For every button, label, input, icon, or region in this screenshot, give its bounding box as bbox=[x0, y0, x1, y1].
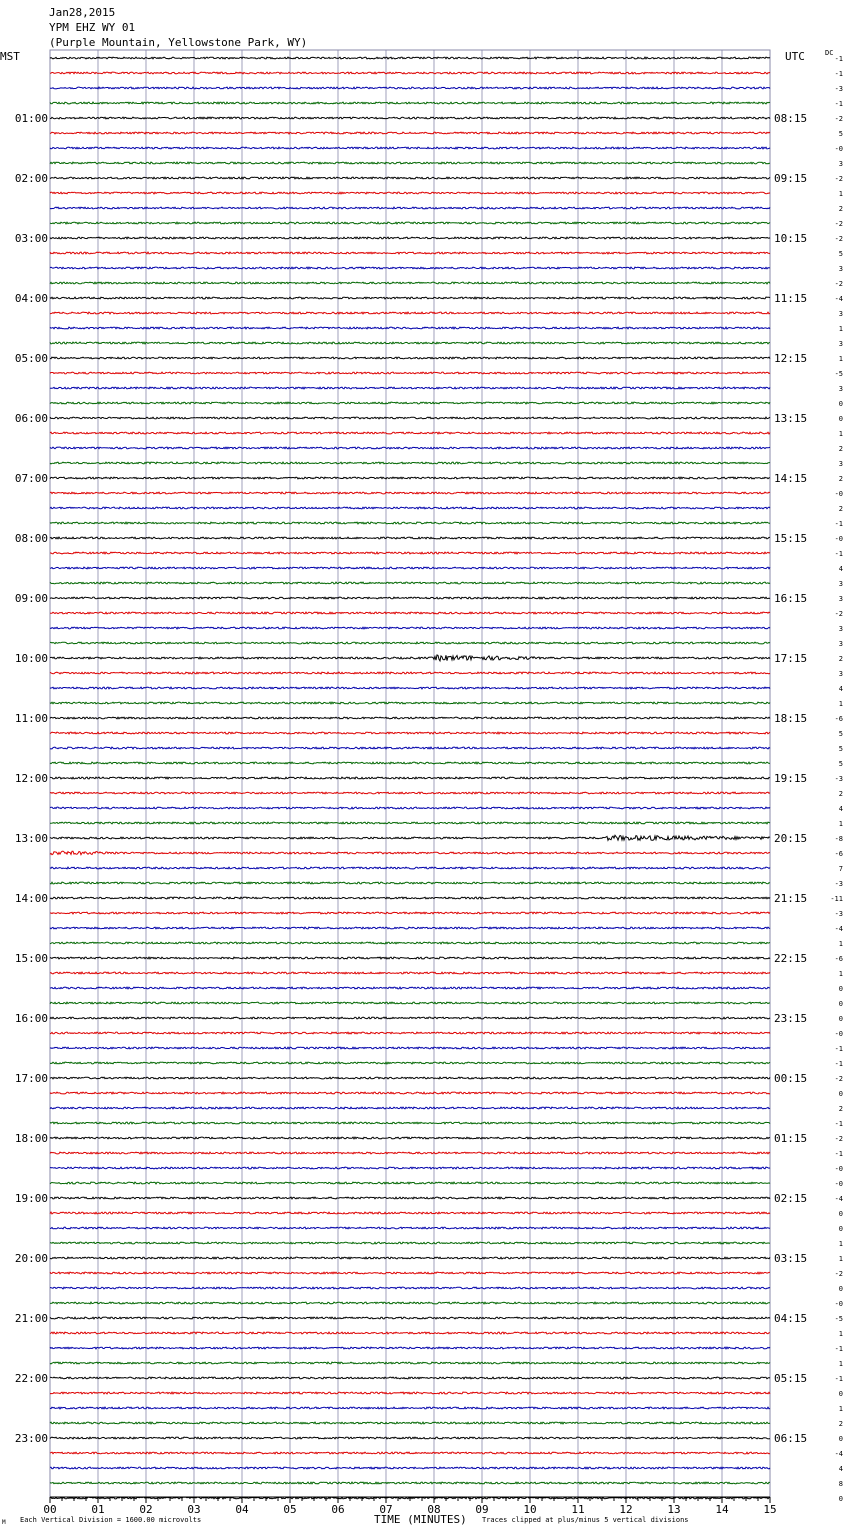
x-tick-label: 08 bbox=[427, 1503, 441, 1516]
seismic-trace bbox=[50, 147, 770, 149]
seismic-trace bbox=[50, 417, 770, 419]
dc-offset-label: -1 bbox=[834, 1120, 843, 1128]
seismic-trace bbox=[50, 822, 770, 824]
seismic-trace bbox=[50, 537, 770, 539]
dc-offset-label: 2 bbox=[838, 445, 843, 453]
seismic-trace bbox=[50, 1062, 770, 1064]
seismic-trace bbox=[50, 1362, 770, 1364]
hour-label-mst: 18:00 bbox=[14, 1132, 48, 1145]
seismic-trace bbox=[50, 1017, 770, 1019]
seismic-trace bbox=[50, 807, 770, 809]
dc-offset-label: 3 bbox=[838, 265, 843, 273]
seismic-trace bbox=[50, 1392, 770, 1394]
seismic-trace bbox=[50, 792, 770, 794]
hour-label-mst: 08:00 bbox=[14, 532, 48, 545]
dc-offset-label: 2 bbox=[838, 655, 843, 663]
seismic-trace bbox=[50, 1257, 770, 1259]
dc-offset-label: 0 bbox=[838, 1285, 843, 1293]
dc-offset-label: -0 bbox=[834, 1030, 843, 1038]
dc-offset-label: 2 bbox=[838, 505, 843, 513]
seismic-trace bbox=[50, 1302, 770, 1304]
dc-offset-label: 4 bbox=[838, 805, 843, 813]
clip-note: Traces clipped at plus/minus 5 vertical divisions bbox=[482, 1516, 689, 1524]
dc-offset-label: -2 bbox=[834, 280, 843, 288]
seismic-trace bbox=[50, 1092, 770, 1094]
hour-label-mst: 07:00 bbox=[14, 472, 48, 485]
hour-label-mst: 01:00 bbox=[14, 112, 48, 125]
seismic-trace bbox=[50, 597, 770, 599]
seismic-trace bbox=[50, 612, 770, 614]
seismic-trace bbox=[50, 327, 770, 329]
dc-offset-label: 3 bbox=[838, 160, 843, 168]
seismic-trace bbox=[50, 927, 770, 929]
plot-frame bbox=[50, 50, 770, 1497]
seismic-trace bbox=[50, 1317, 770, 1319]
seismic-trace bbox=[50, 387, 770, 389]
seismic-trace bbox=[50, 102, 770, 104]
x-tick-label: 05 bbox=[283, 1503, 297, 1516]
seismic-trace bbox=[50, 177, 770, 179]
corner-mark: M bbox=[2, 1519, 6, 1526]
hour-label-mst: 21:00 bbox=[14, 1312, 48, 1325]
hour-label-mst: 15:00 bbox=[14, 952, 48, 965]
hour-label-utc: 00:15 bbox=[774, 1072, 808, 1085]
dc-offset-label: 0 bbox=[838, 1435, 843, 1443]
dc-offset-label: 0 bbox=[838, 985, 843, 993]
seismic-trace bbox=[50, 1227, 770, 1229]
dc-offset-label: -4 bbox=[834, 295, 843, 303]
seismic-trace bbox=[50, 1242, 770, 1244]
dc-offset-label: -6 bbox=[834, 955, 843, 963]
dc-offset-label: 0 bbox=[838, 1390, 843, 1398]
label-group bbox=[15, 55, 843, 1503]
dc-offset-label: -0 bbox=[834, 1165, 843, 1173]
hour-label-utc: 13:15 bbox=[774, 412, 808, 425]
dc-offset-label: 5 bbox=[838, 760, 843, 768]
dc-offset-label: -0 bbox=[834, 490, 843, 498]
hour-label-utc: 14:15 bbox=[774, 472, 808, 485]
dc-offset-label: -1 bbox=[834, 100, 843, 108]
hour-label-utc: 06:15 bbox=[774, 1432, 808, 1445]
seismic-trace bbox=[50, 1212, 770, 1214]
x-tick-label: 06 bbox=[331, 1503, 345, 1516]
seismic-trace bbox=[50, 57, 770, 59]
dc-offset-label: 1 bbox=[838, 1360, 843, 1368]
seismic-trace bbox=[50, 747, 770, 749]
hour-label-mst: 11:00 bbox=[14, 712, 48, 725]
hour-label-mst: 10:00 bbox=[14, 652, 48, 665]
seismic-trace bbox=[50, 882, 770, 884]
hour-label-utc: 04:15 bbox=[774, 1312, 808, 1325]
seismic-trace bbox=[50, 851, 770, 855]
station-location: (Purple Mountain, Yellowstone Park, WY) bbox=[49, 36, 308, 49]
hour-label-mst: 14:00 bbox=[14, 892, 48, 905]
seismic-trace bbox=[50, 672, 770, 674]
dc-offset-label: -1 bbox=[834, 1375, 843, 1383]
dc-offset-label: -8 bbox=[834, 835, 843, 843]
seismic-trace bbox=[50, 162, 770, 164]
dc-offset-label: -3 bbox=[834, 85, 843, 93]
dc-offset-label: -0 bbox=[834, 145, 843, 153]
hour-label-utc: 09:15 bbox=[774, 172, 808, 185]
dc-offset-label: 2 bbox=[838, 790, 843, 798]
x-tick-label: 04 bbox=[235, 1503, 249, 1516]
hour-label-utc: 02:15 bbox=[774, 1192, 808, 1205]
seismic-trace bbox=[50, 1347, 770, 1349]
hour-label-utc: 05:15 bbox=[774, 1372, 808, 1385]
dc-offset-label: 3 bbox=[838, 310, 843, 318]
x-tick-label: 00 bbox=[43, 1503, 57, 1516]
dc-offset-label: -6 bbox=[834, 850, 843, 858]
seismic-trace bbox=[50, 1197, 770, 1199]
dc-offset-label: 2 bbox=[838, 1105, 843, 1113]
dc-offset-label: 1 bbox=[838, 700, 843, 708]
seismic-trace bbox=[50, 655, 770, 661]
dc-offset-label: -4 bbox=[834, 925, 843, 933]
x-tick-label: 02 bbox=[139, 1503, 153, 1516]
dc-offset-label: 1 bbox=[838, 1330, 843, 1338]
dc-offset-label: -1 bbox=[834, 1060, 843, 1068]
x-tick-label: 10 bbox=[523, 1503, 537, 1516]
hour-label-utc: 01:15 bbox=[774, 1132, 808, 1145]
dc-offset-label: 5 bbox=[838, 130, 843, 138]
dc-offset-label: 1 bbox=[838, 1255, 843, 1263]
seismic-trace bbox=[50, 462, 770, 464]
dc-offset-label: 1 bbox=[838, 1240, 843, 1248]
seismic-trace bbox=[50, 192, 770, 194]
seismic-trace bbox=[50, 972, 770, 974]
seismic-trace bbox=[50, 1437, 770, 1439]
seismic-trace bbox=[50, 687, 770, 689]
dc-offset-label: 1 bbox=[838, 430, 843, 438]
seismic-trace bbox=[50, 1377, 770, 1379]
seismic-trace bbox=[50, 477, 770, 479]
dc-offset-label: 3 bbox=[838, 340, 843, 348]
dc-offset-label: 1 bbox=[838, 325, 843, 333]
hour-label-mst: 17:00 bbox=[14, 1072, 48, 1085]
hour-label-utc: 15:15 bbox=[774, 532, 808, 545]
x-tick-label: 12 bbox=[619, 1503, 633, 1516]
seismic-trace bbox=[50, 957, 770, 959]
x-tick-label: 09 bbox=[475, 1503, 489, 1516]
time-gridlines bbox=[50, 50, 770, 1497]
seismic-trace bbox=[50, 117, 770, 119]
seismic-trace bbox=[50, 897, 770, 899]
seismic-trace bbox=[50, 1467, 770, 1469]
hour-label-utc: 12:15 bbox=[774, 352, 808, 365]
hour-label-mst: 23:00 bbox=[14, 1432, 48, 1445]
seismic-trace bbox=[50, 402, 770, 404]
dc-offset-label: -3 bbox=[834, 775, 843, 783]
dc-offset-label: 5 bbox=[838, 730, 843, 738]
seismic-trace bbox=[50, 297, 770, 299]
dc-offset-label: 4 bbox=[838, 685, 843, 693]
seismic-trace bbox=[50, 207, 770, 209]
hour-label-utc: 08:15 bbox=[774, 112, 808, 125]
hour-label-mst: 12:00 bbox=[14, 772, 48, 785]
seismic-trace bbox=[50, 867, 770, 869]
x-tick-label: 11 bbox=[571, 1503, 585, 1516]
dc-offset-label: -11 bbox=[830, 895, 843, 903]
x-tick-label: 03 bbox=[187, 1503, 201, 1516]
hour-label-mst: 06:00 bbox=[14, 412, 48, 425]
hour-label-utc: 18:15 bbox=[774, 712, 808, 725]
dc-offset-label: 0 bbox=[838, 415, 843, 423]
dc-offset-label: 3 bbox=[838, 670, 843, 678]
seismic-trace bbox=[50, 835, 770, 840]
seismic-trace bbox=[50, 1122, 770, 1124]
x-tick-label: 01 bbox=[91, 1503, 105, 1516]
dc-offset-label: 0 bbox=[838, 1000, 843, 1008]
dc-offset-label: 2 bbox=[838, 205, 843, 213]
dc-offset-label: -5 bbox=[834, 370, 843, 378]
seismic-trace bbox=[50, 717, 770, 719]
dc-offset-label: -1 bbox=[834, 1045, 843, 1053]
hour-label-mst: 02:00 bbox=[14, 172, 48, 185]
dc-offset-label: -1 bbox=[834, 1150, 843, 1158]
seismic-trace bbox=[50, 1272, 770, 1274]
dc-offset-label: 3 bbox=[838, 580, 843, 588]
dc-offset-label: -0 bbox=[834, 535, 843, 543]
seismic-trace bbox=[50, 1002, 770, 1004]
seismic-trace bbox=[50, 1287, 770, 1289]
hour-label-utc: 19:15 bbox=[774, 772, 808, 785]
seismic-trace bbox=[50, 1422, 770, 1424]
dc-offset-label: 3 bbox=[838, 595, 843, 603]
seismic-trace bbox=[50, 762, 770, 764]
seismic-trace bbox=[50, 312, 770, 314]
seismic-trace bbox=[50, 582, 770, 584]
seismic-trace bbox=[50, 642, 770, 644]
seismic-trace bbox=[50, 237, 770, 239]
dc-offset-label: -2 bbox=[834, 235, 843, 243]
right-axis-title: UTC bbox=[785, 50, 805, 63]
seismic-trace bbox=[50, 1182, 770, 1184]
dc-column-title: DC bbox=[825, 49, 834, 57]
dc-offset-label: -2 bbox=[834, 115, 843, 123]
dc-offset-label: 1 bbox=[838, 190, 843, 198]
dc-offset-label: -2 bbox=[834, 1075, 843, 1083]
hour-label-mst: 03:00 bbox=[14, 232, 48, 245]
x-axis-title: TIME (MINUTES) bbox=[374, 1513, 467, 1526]
dc-offset-label: -3 bbox=[834, 910, 843, 918]
dc-offset-label: 0 bbox=[838, 1210, 843, 1218]
dc-offset-label: -4 bbox=[834, 1450, 843, 1458]
seismic-trace bbox=[50, 732, 770, 734]
hour-label-mst: 22:00 bbox=[14, 1372, 48, 1385]
hour-label-mst: 09:00 bbox=[14, 592, 48, 605]
seismic-trace bbox=[50, 1047, 770, 1049]
hour-label-utc: 20:15 bbox=[774, 832, 808, 845]
seismic-trace bbox=[50, 1137, 770, 1139]
dc-offset-label: -1 bbox=[834, 550, 843, 558]
hour-label-mst: 19:00 bbox=[14, 1192, 48, 1205]
seismic-trace bbox=[50, 222, 770, 224]
seismic-trace bbox=[50, 1332, 770, 1334]
x-tick-label: 15 bbox=[763, 1503, 777, 1516]
dc-offset-label: -1 bbox=[834, 55, 843, 63]
dc-offset-label: 2 bbox=[838, 475, 843, 483]
seismic-trace bbox=[50, 1482, 770, 1484]
dc-offset-label: 5 bbox=[838, 745, 843, 753]
seismic-trace bbox=[50, 492, 770, 494]
dc-offset-label: 0 bbox=[838, 1015, 843, 1023]
seismic-trace bbox=[50, 72, 770, 74]
dc-offset-label: -4 bbox=[834, 1195, 843, 1203]
seismic-trace bbox=[50, 522, 770, 524]
dc-offset-label: 7 bbox=[838, 865, 843, 873]
dc-offset-label: 3 bbox=[838, 460, 843, 468]
seismic-trace bbox=[50, 942, 770, 944]
dc-offset-label: 4 bbox=[838, 1465, 843, 1473]
seismic-trace bbox=[50, 1107, 770, 1109]
seismic-trace bbox=[50, 342, 770, 344]
seismic-trace bbox=[50, 1167, 770, 1169]
seismic-trace bbox=[50, 627, 770, 629]
seismic-trace bbox=[50, 357, 770, 359]
hour-label-mst: 04:00 bbox=[14, 292, 48, 305]
seismic-trace bbox=[50, 1152, 770, 1154]
dc-offset-label: 1 bbox=[838, 940, 843, 948]
seismic-trace bbox=[50, 132, 770, 134]
hour-label-utc: 17:15 bbox=[774, 652, 808, 665]
seismic-trace bbox=[50, 507, 770, 509]
seismic-trace bbox=[50, 1077, 770, 1079]
seismic-trace bbox=[50, 912, 770, 914]
hour-label-utc: 16:15 bbox=[774, 592, 808, 605]
dc-offset-label: 0 bbox=[838, 1090, 843, 1098]
scale-note: Each Vertical Division = 1600.00 microvolts bbox=[20, 1516, 202, 1524]
dc-offset-label: -0 bbox=[834, 1180, 843, 1188]
left-axis-title: MST bbox=[0, 50, 20, 63]
seismic-trace bbox=[50, 372, 770, 374]
hour-label-mst: 13:00 bbox=[14, 832, 48, 845]
dc-offset-label: -1 bbox=[834, 1345, 843, 1353]
dc-offset-label: -2 bbox=[834, 175, 843, 183]
seismic-trace bbox=[50, 567, 770, 569]
seismic-trace bbox=[50, 1032, 770, 1034]
dc-offset-label: -0 bbox=[834, 1300, 843, 1308]
seismic-trace bbox=[50, 1452, 770, 1454]
dc-offset-label: -2 bbox=[834, 220, 843, 228]
dc-offset-label: 4 bbox=[838, 565, 843, 573]
dc-offset-label: 3 bbox=[838, 625, 843, 633]
hour-label-utc: 22:15 bbox=[774, 952, 808, 965]
seismic-trace bbox=[50, 1407, 770, 1409]
dc-offset-label: 8 bbox=[838, 1480, 843, 1488]
hour-label-utc: 03:15 bbox=[774, 1252, 808, 1265]
trace-group bbox=[50, 57, 770, 1499]
hour-label-mst: 20:00 bbox=[14, 1252, 48, 1265]
dc-offset-label: 3 bbox=[838, 385, 843, 393]
dc-offset-label: -1 bbox=[834, 70, 843, 78]
dc-offset-label: -5 bbox=[834, 1315, 843, 1323]
seismic-trace bbox=[50, 87, 770, 89]
x-tick-label: 14 bbox=[715, 1503, 729, 1516]
hour-label-utc: 10:15 bbox=[774, 232, 808, 245]
dc-offset-label: 0 bbox=[838, 1495, 843, 1503]
dc-offset-label: -6 bbox=[834, 715, 843, 723]
dc-offset-label: 1 bbox=[838, 970, 843, 978]
hour-label-utc: 21:15 bbox=[774, 892, 808, 905]
station-code: YPM EHZ WY 01 bbox=[49, 21, 136, 34]
hour-label-mst: 16:00 bbox=[14, 1012, 48, 1025]
dc-offset-label: 0 bbox=[838, 400, 843, 408]
dc-offset-label: 1 bbox=[838, 1405, 843, 1413]
dc-offset-label: -3 bbox=[834, 880, 843, 888]
seismic-trace bbox=[50, 987, 770, 989]
seismic-trace bbox=[50, 252, 770, 254]
dc-offset-label: 1 bbox=[838, 820, 843, 828]
seismic-trace bbox=[50, 267, 770, 269]
x-tick-label: 13 bbox=[667, 1503, 681, 1516]
seismic-trace bbox=[50, 702, 770, 704]
seismic-trace bbox=[50, 447, 770, 449]
x-tick-label: 07 bbox=[379, 1503, 393, 1516]
seismic-trace bbox=[50, 432, 770, 434]
dc-offset-label: -1 bbox=[834, 520, 843, 528]
dc-offset-label: -2 bbox=[834, 610, 843, 618]
plot-date: Jan28,2015 bbox=[49, 6, 116, 19]
dc-offset-label: 1 bbox=[838, 355, 843, 363]
dc-offset-label: -2 bbox=[834, 1270, 843, 1278]
seismic-trace bbox=[50, 777, 770, 779]
dc-offset-label: 3 bbox=[838, 640, 843, 648]
seismic-trace bbox=[50, 552, 770, 554]
hour-label-mst: 05:00 bbox=[14, 352, 48, 365]
dc-offset-label: 0 bbox=[838, 1225, 843, 1233]
dc-offset-label: 2 bbox=[838, 1420, 843, 1428]
seismic-trace bbox=[50, 282, 770, 284]
dc-offset-label: -2 bbox=[834, 1135, 843, 1143]
hour-label-utc: 23:15 bbox=[774, 1012, 808, 1025]
dc-offset-label: 5 bbox=[838, 250, 843, 258]
hour-label-utc: 11:15 bbox=[774, 292, 808, 305]
